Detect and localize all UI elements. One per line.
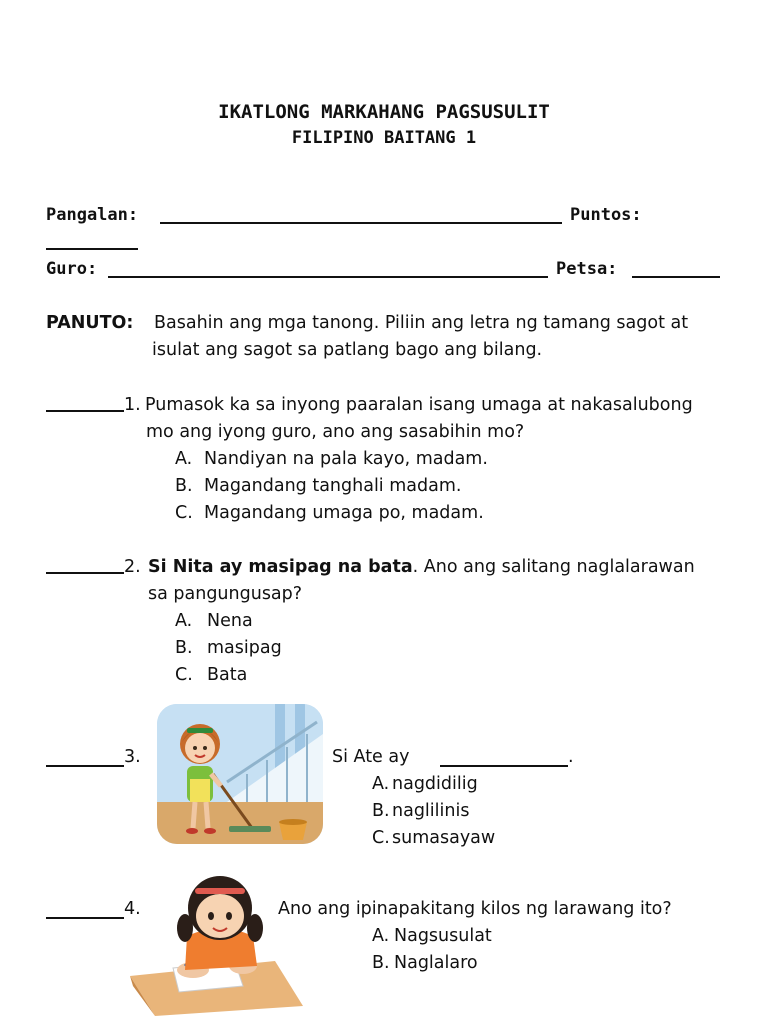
page-subtitle: FILIPINO BAITANG 1 [291,128,477,148]
score-field[interactable] [46,248,138,250]
question-4-number: 4. [124,899,141,919]
question-3-text: Si Ate ay [332,747,410,767]
score-label: Puntos: [570,205,642,225]
question-3-number: 3. [124,747,141,767]
question-1-line2: mo ang iyong guro, ano ang sasabihin mo? [146,422,525,442]
q4-choice-a-letter: A. [372,926,390,946]
girl-sweeping-illustration [157,704,323,844]
q2-choice-a: Nena [207,611,253,631]
q1-choice-c-letter: C. [175,503,193,523]
question-4-text: Ano ang ipinapakitang kilos ng larawang ito? [278,899,672,919]
q1-choice-a-letter: A. [175,449,193,469]
answer-blank-1[interactable] [46,410,124,412]
q1-choice-a: Nandiyan na pala kayo, madam. [204,449,488,469]
question-1-line1: Pumasok ka sa inyong paaralan isang umaga at nakasalubong [145,395,693,415]
q2-choice-c-letter: C. [175,665,193,685]
q3-choice-a-letter: A. [372,774,390,794]
girl-writing-illustration [125,866,305,1016]
q2-choice-b-letter: B. [175,638,193,658]
teacher-field[interactable] [108,276,548,278]
instructions-label: PANUTO: [46,313,134,333]
q3-choice-c-letter: C. [372,828,390,848]
question-2-number: 2. [124,557,141,577]
page-title: IKATLONG MARKAHANG PAGSUSULIT [218,101,550,123]
q1-choice-c: Magandang umaga po, madam. [204,503,484,523]
instructions-line1: Basahin ang mga tanong. Piliin ang letra ng tamang sagot at [154,313,689,333]
date-field[interactable] [632,276,720,278]
q2-choice-b: masipag [207,638,282,658]
question-2-bold-sentence: Si Nita ay masipag na bata [148,557,413,577]
name-label: Pangalan: [46,205,139,225]
question-2-line1-rest: . Ano ang salitang naglalarawan [412,557,695,577]
answer-blank-2[interactable] [46,572,124,574]
q4-choice-a: Nagsusulat [394,926,492,946]
teacher-label: Guro: [46,259,98,279]
answer-blank-3[interactable] [46,765,124,767]
answer-blank-4[interactable] [46,917,124,919]
q3-choice-a: nagdidilig [392,774,478,794]
q2-choice-c: Bata [207,665,248,685]
question-3-blank [440,765,568,767]
q1-choice-b: Magandang tanghali madam. [204,476,462,496]
q2-choice-a-letter: A. [175,611,193,631]
q3-choice-c: sumasayaw [392,828,496,848]
q4-choice-b-letter: B. [372,953,390,973]
question-2-line2: sa pangungusap? [148,584,303,604]
date-label: Petsa: [556,259,618,279]
q3-choice-b-letter: B. [372,801,390,821]
instructions-line2: isulat ang sagot sa patlang bago ang bilang. [152,340,543,360]
q1-choice-b-letter: B. [175,476,193,496]
name-field[interactable] [160,222,562,224]
question-1-number: 1. [124,395,141,415]
q3-choice-b: naglilinis [392,801,470,821]
question-3-period: . [568,747,574,767]
q4-choice-b: Naglalaro [394,953,478,973]
